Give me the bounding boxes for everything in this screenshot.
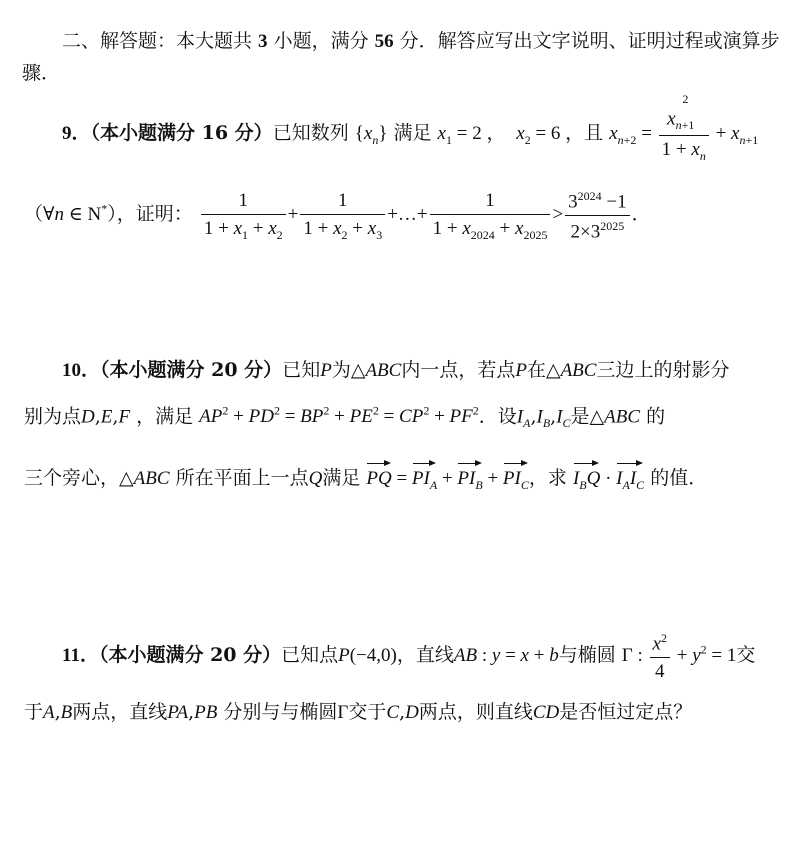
- question-10-line-1: 10．（本小题满分 20 分）已知P为△ABC内一点，若点P在△ABC三边上的射影分: [62, 359, 730, 381]
- initial-x1: $x_1 = 2$ ，: [437, 122, 506, 147]
- question-9-line-2: （∀n ∈ N*），证明： $\frac{1}{1 + x_1 + x_2}$ + $\frac{1}{1 + x_2 + x_3}$ +…+ $\frac{1}{1 + x_{2024} + x_{2025}}$ > $\frac{3^{2024} -1}{2\times 3^{2025}}$ ．: [24, 189, 651, 243]
- score-note: （本小题满分 20 分）: [98, 644, 282, 667]
- question-10-line-3: 三个旁心，△ABC 所在平面上一点Q满足 PQ = $PI_A + PI_B + PI_C$，求 $I_BQ \cdot I_AI_C$ 的值．: [24, 461, 707, 491]
- score-note: （本小题满分 20 分）: [100, 359, 283, 381]
- initial-x2: $x_2 = 6$: [516, 122, 566, 147]
- ellipse-equation: Γ : $\frac{x^2}{4}$ + $y^2 = 1$: [621, 631, 737, 683]
- dot-product-target: $I_BQ \cdot I_AI_C$: [573, 468, 644, 489]
- question-10-line-2: 别为点D,E,F ，满足 $AP^2 + PD^2 = BP^2 + PE^2 = CP^2 + PF^2$．设$I_A,I_B,I_C$是△ABC 的: [24, 404, 666, 431]
- inequality-formula: $\frac{1}{1 + x_1 + x_2}$ + $\frac{1}{1 + x_2 + x_3}$ +…+ $\frac{1}{1 + x_{2024} + x_{2025}}$ > $\frac{3^{2024} -1}{2\times 3^{2025}}$ ．: [199, 204, 651, 225]
- section-header-cont: 骤．: [22, 62, 61, 84]
- question-9-line-1: 9．（本小题满分 16 分）已知数列 $\{x_n\}$ 满足 $x_1 = 2$ ， $x_2 = 6$ ，且 $x_{n+2}$ = $\frac{x_{n+1}^2}{1 + x_n}$ + $x_{n+1}$: [62, 92, 759, 163]
- question-11-line-2: 于A,B两点，直线PA,PB 分别与与椭圆Γ交于C,D两点，则直线CD是否恒过定点？: [24, 701, 693, 723]
- question-number: 11．: [62, 645, 99, 667]
- recurrence-formula: $x_{n+2}$ = $\frac{x_{n+1}^2}{1 + x_n}$ + $x_{n+1}$: [609, 92, 759, 163]
- sequence-symbol: $\{x_n\}$: [354, 122, 388, 147]
- forall-condition: （∀n ∈ N*），: [24, 201, 136, 226]
- vector-condition: PQ = $PI_A + PI_B + PI_C$: [366, 468, 529, 489]
- question-11-line-1: 11．（本小题满分 20 分）已知点P(−4,0)，直线AB : y = x + b与椭圆 Γ : $\frac{x^2}{4}$ + $y^2 = 1$交: [62, 631, 756, 683]
- question-number: 10．: [62, 360, 101, 381]
- question-number: 9．: [62, 122, 91, 144]
- distance-condition: $AP^2 + PD^2 = BP^2 + PE^2 = CP^2 + PF^2$: [199, 404, 479, 428]
- score-note: （本小题满分 16 分）: [90, 121, 273, 144]
- section-header: 二、解答题：本大题共 3 小题，满分 56 分．解答应写出文字说明、证明过程或演算步: [62, 30, 780, 52]
